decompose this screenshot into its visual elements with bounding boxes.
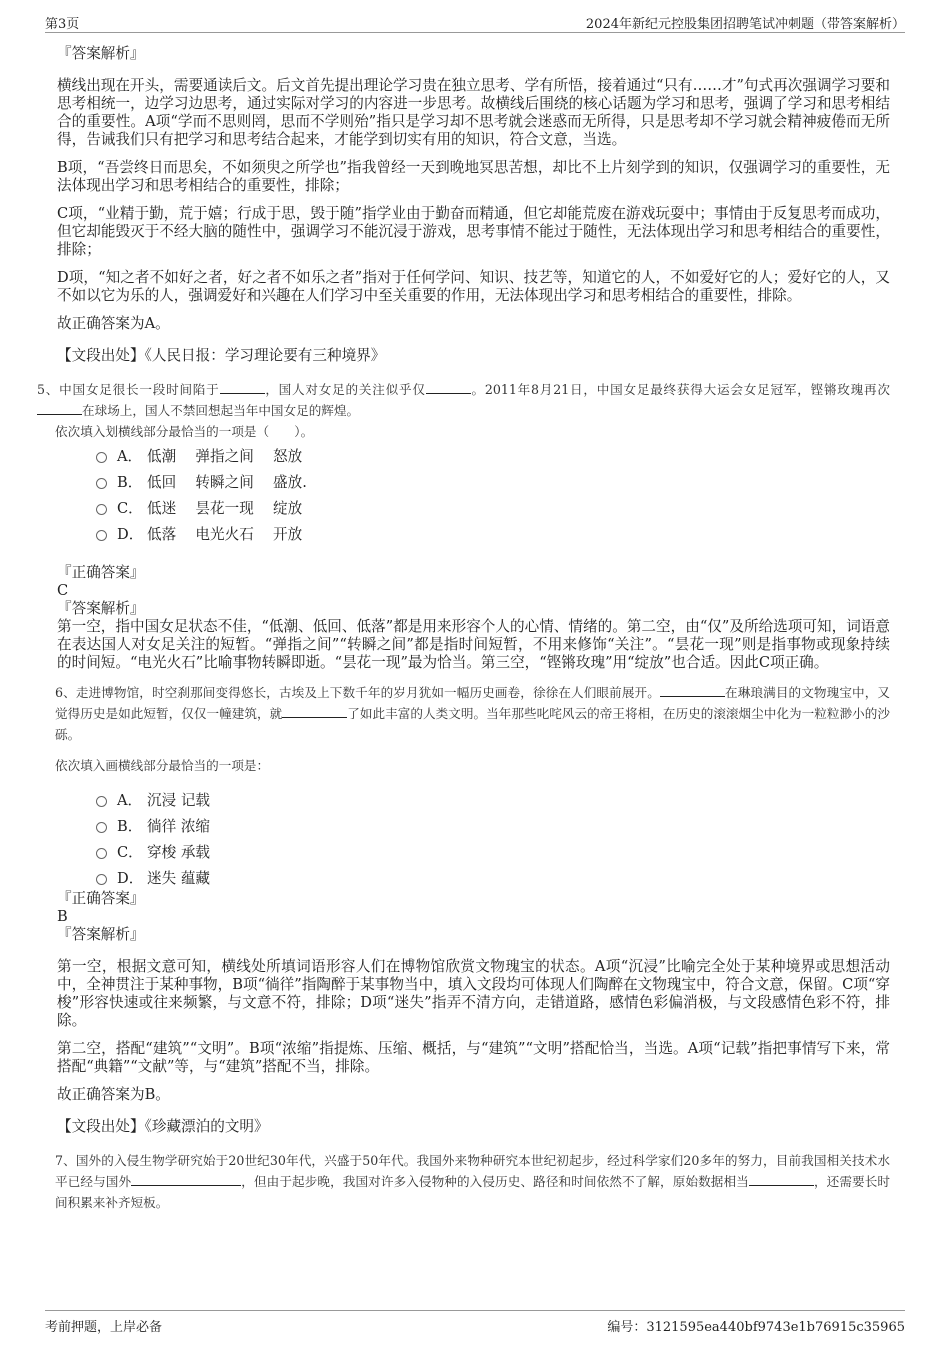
q6-correct-label: 『正确答案』 [57, 890, 145, 907]
q6-source: 【文段出处】《珍藏漂泊的文明》 [57, 1118, 269, 1135]
radio-icon[interactable] [96, 848, 107, 859]
q6-option-d[interactable]: D． 迷失 蕴藏 [96, 864, 890, 890]
q5-stem: 5、中国女足很长一段时间陷于 ，国人对女足的关注似乎仅 。2011年8月21日，中国女足最终获得大运会女足冠军，铿锵玫瑰再次在球场上，国人不禁回想起当年中国女足的辉煌。 [37, 382, 891, 418]
q7-stem: 7、国外的入侵生物学研究始于20世纪30年代，兴盛于50年代。我国外来物种研究本世纪初起步，经过科学家们20多年的努力，目前我国相关技术水平已经与国外 ，但由于起步晚，我国对许多入侵物种的入侵历史、路径和时间依然不了解，原始数据相当 ，还需要长时间积累来补齐短板。 [55, 1153, 891, 1210]
q6-option-c[interactable]: C． 穿梭 承载 [96, 838, 890, 864]
q4-analysis-label: 『答案解析』 [57, 45, 145, 62]
q4-conclusion: 故正确答案为A。 [57, 315, 170, 332]
radio-icon[interactable] [96, 504, 107, 515]
q6-blank-1 [660, 684, 725, 697]
q5-blank-1 [220, 381, 265, 394]
q4-analysis-p3: C项，“业精于勤，荒于嬉；行成于思，毁于随”指学业由于勤奋而精通，但它却能荒废在游戏玩耍中；事情由于反复思考而成功，但它却能毁灭于不经大脑的随性中，强调学习不能沉浸于游戏，思考事情不能过于随性，无法体现出学习和思考相结合的重要性，排除； [57, 205, 890, 258]
q5-blank-3 [37, 402, 82, 415]
q5-blank-2 [426, 381, 471, 394]
page-number: 第3页 [45, 17, 80, 32]
page-footer [45, 1310, 905, 1335]
q6-prompt: 依次填入画横线部分最恰当的一项是： [55, 758, 270, 773]
q6-stem: 6、走进博物馆，时空刹那间变得悠长，古埃及上下数千年的岁月犹如一幅历史画卷，徐徐在人们眼前展开。 在琳琅满目的文物瑰宝中，又觉得历史是如此短暂，仅仅一幢建筑，就 了如此丰富的人类文明。当年那些叱咤风云的帝王将相，在历史的滚滚烟尘中化为一粒粒渺小的沙砾。 [55, 685, 891, 742]
document-body [37, 45, 891, 1213]
q5-correct-label: 『正确答案』 [57, 564, 145, 581]
radio-icon[interactable] [96, 478, 107, 489]
q6-option-b[interactable]: B． 徜徉 浓缩 [96, 812, 890, 838]
q4-analysis-p1: 横线出现在开头，需要通读后文。后文首先提出理论学习贵在独立思考、学有所悟，接着通过“只有……才”句式再次强调学习要和思考相统一，边学习边思考，通过实际对学习的内容进一步思考。故横线后围绕的核心话题为学习和思考，强调了学习和思考相结合的重要性。A项“学而不思则罔，思而不学则殆”指只是学习却不思考就会迷惑而无所得，只是思考却不学习就会精神疲倦而无所得，告诫我们只有把学习和思考结合起来，才能学到切实有用的知识，符合文意，当选。 [57, 77, 890, 148]
radio-icon[interactable] [96, 530, 107, 541]
q6-analysis-label: 『答案解析』 [57, 926, 145, 943]
page-header [45, 10, 905, 33]
q6-correct-answer: B [57, 908, 68, 925]
q6-option-a[interactable]: A． 沉浸 记载 [96, 786, 890, 812]
q5-option-b[interactable]: B． 低回 转瞬之间 盛放. [96, 468, 890, 494]
q5-option-c[interactable]: C． 低迷 昙花一现 绽放 [96, 494, 890, 520]
radio-icon[interactable] [96, 822, 107, 833]
footer-slogan: 考前押题，上岸必备 [45, 1320, 163, 1335]
document-id: 编号：3121595ea440bf9743e1b76915c35965 [607, 1320, 905, 1335]
q5-correct-answer: C [57, 582, 69, 599]
q5-options [96, 442, 890, 546]
q5-analysis-label: 『答案解析』 [57, 600, 145, 617]
q4-source: 【文段出处】《人民日报：学习理论要有三种境界》 [57, 347, 386, 364]
q6-analysis-p1: 第一空，根据文意可知，横线处所填词语形容人们在博物馆欣赏文物瑰宝的状态。A项“沉浸”比喻完全处于某种境界或思想活动中，全神贯注于某种事物，B项“徜徉”指陶醉于某事物当中，填入文段均可体现人们陶醉在文物瑰宝中，符合文意，保留。C项“穿梭”形容快速或往来频繁，与文意不符，排除；D项“迷失”指弄不清方向，走错道路，感情色彩偏消极，与文段感情色彩不符，排除。 [57, 958, 890, 1029]
q6-conclusion: 故正确答案为B。 [57, 1086, 170, 1103]
radio-icon[interactable] [96, 452, 107, 463]
q4-analysis-p2: B项，“吾尝终日而思矣，不如须臾之所学也”指我曾经一天到晚地冥思苦想，却比不上片刻学到的知识，仅强调学习的重要性，无法体现出学习和思考相结合的重要性，排除； [57, 159, 890, 194]
q5-prompt: 依次填入划横线部分最恰当的一项是（ ）。 [55, 424, 314, 439]
q4-analysis-p4: D项，“知之者不如好之者，好之者不如乐之者”指对于任何学问、知识、技艺等，知道它的人，不如爱好它的人；爱好它的人，又不如以它为乐的人，强调爱好和兴趣在人们学习中至关重要的作用，无法体现出学习和思考相结合的重要性，排除。 [57, 269, 890, 304]
q7-blank-2 [749, 1173, 814, 1186]
q5-analysis: 第一空，指中国女足状态不佳，“低潮、低回、低落”都是用来形容个人的心情、情绪的。第二空，由“仅”及所给选项可知，词语意在表达国人对女足关注的短暂。“弹指之间”“转瞬之间”都是指时间短暂，不用来修饰“关注”。“昙花一现”则是指事物或现象持续的时间短。“电光火石”比喻事物转瞬即逝。“昙花一现”最为恰当。第三空，“铿锵玫瑰”用“绽放”也合适。因此C项正确。 [57, 618, 890, 671]
q6-options [96, 786, 890, 890]
q6-blank-2 [282, 705, 347, 718]
q7-blank-1 [131, 1173, 241, 1186]
q6-analysis-p2: 第二空，搭配“建筑”“文明”。B项“浓缩”指提炼、压缩、概括，与“建筑”“文明”搭配恰当，当选。A项“记载”指把事情写下来，常搭配“典籍”“文献”等，与“建筑”搭配不当，排除。 [57, 1040, 890, 1075]
document-title: 2024年新纪元控股集团招聘笔试冲刺题（带答案解析） [585, 17, 905, 32]
radio-icon[interactable] [96, 874, 107, 885]
q5-option-d[interactable]: D． 低落 电光火石 开放 [96, 520, 890, 546]
q5-option-a[interactable]: A． 低潮 弹指之间 怒放 [96, 442, 890, 468]
radio-icon[interactable] [96, 796, 107, 807]
